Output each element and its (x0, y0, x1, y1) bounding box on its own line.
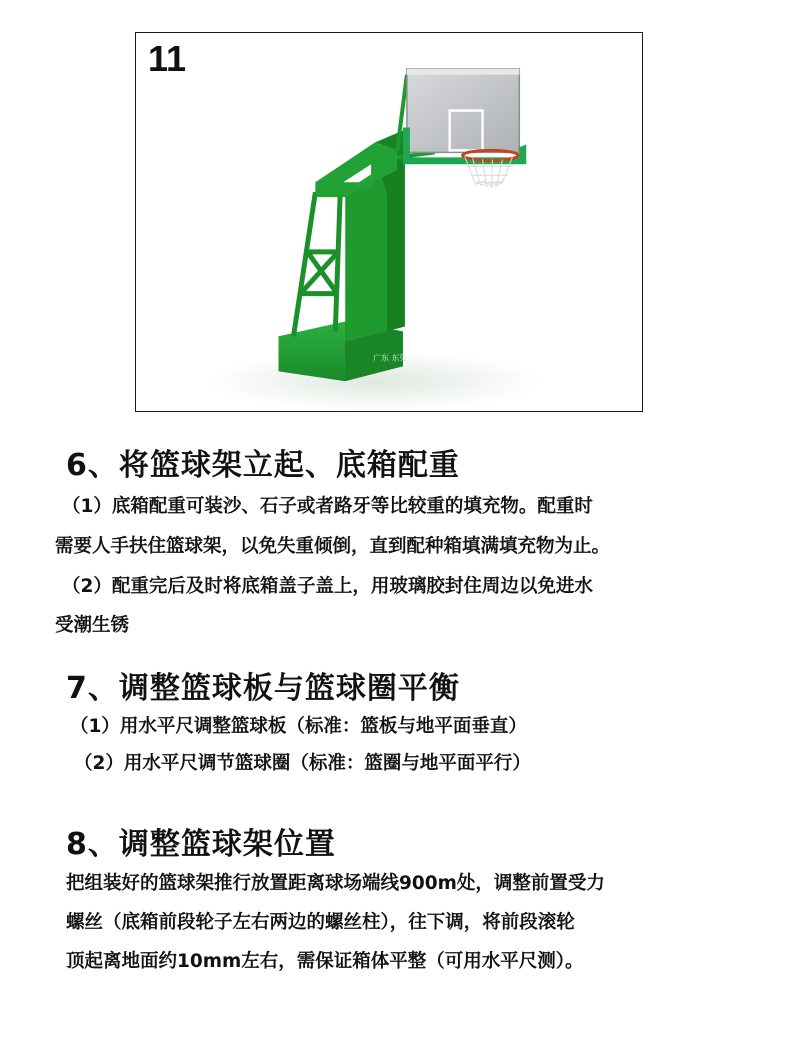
base-label: 广东 东莞 (373, 353, 408, 363)
rear-brace (294, 192, 341, 336)
basketball-stand-illustration (136, 33, 642, 411)
section-7-line-1: （1）用水平尺调整篮球板（标准：篮板与地平面垂直） (70, 716, 527, 737)
section-6-line-4: 受潮生锈 (55, 615, 130, 636)
section-8-line-2: 螺丝（底箱前段轮子左右两边的螺丝柱），往下调，将前段滚轮 (66, 912, 575, 933)
basketball-stand-figure (135, 32, 643, 412)
step-number: 11 (148, 38, 187, 79)
section-6-heading: 6、将篮球架立起、底箱配重 (66, 448, 460, 483)
section-8-line-1: 把组装好的篮球架推行放置距离球场端线900m处，调整前置受力 (66, 873, 605, 894)
section-6-line-3: （2）配重完后及时将底箱盖子盖上，用玻璃胶封住周边以免进水 (62, 576, 593, 597)
section-7-heading: 7、调整篮球板与篮球圈平衡 (66, 671, 460, 706)
section-8-heading: 8、调整篮球架位置 (66, 827, 336, 862)
section-8-line-3: 顶起离地面约10mm左右，需保证箱体平整（可用水平尺测）。 (66, 951, 584, 972)
section-7-line-2: （2）用水平尺调节篮球圈（标准：篮圈与地平面平行） (74, 753, 531, 774)
rim-and-net (463, 150, 519, 187)
section-6-line-1: （1）底箱配重可装沙、石子或者路牙等比较重的填充物。配重时 (62, 496, 593, 517)
section-6-line-2: 需要人手扶住篮球架，以免失重倾倒，直到配种箱填满填充物为止。 (55, 536, 611, 557)
